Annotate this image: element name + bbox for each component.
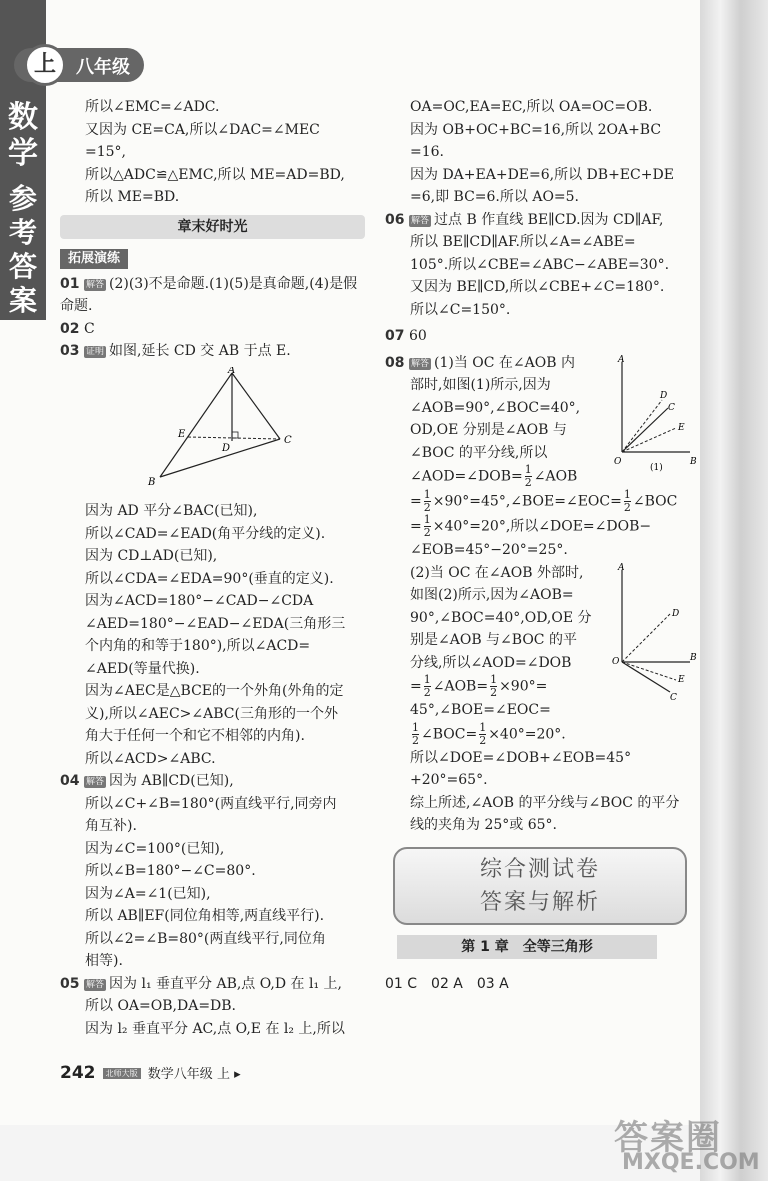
text-line: 所以∠ACD>∠ABC. [85,750,216,767]
grade-text: 八年级 [76,57,130,78]
eq-text: ×90°=45°,∠BOE=∠EOC= [432,493,622,510]
numerator: 1 [524,463,532,476]
text-line: 所以 ME=BD. [85,189,180,205]
question-number: 01 [60,275,80,292]
text-line: 90°,∠BOC=40°,OD,OE 分 [410,609,592,626]
text-line: 所以∠B=180°−∠C=80°. [85,863,256,879]
text-line: (2)当 OC 在∠AOB 外部时, [410,564,584,581]
label-e: E [678,422,685,433]
answer-tag: 解答 [86,279,105,290]
text-line: ∠BOC 的平分线,所以 [410,444,548,461]
fraction [424,514,431,539]
ray-od [622,400,662,452]
text-line: 综上所述,∠AOB 的平分线与∠BOC 的平分 [410,794,680,811]
page-bottom-margin [0,1125,700,1181]
fraction [479,722,486,747]
text-line: ∠AED(等量代换). [85,660,200,677]
q03 [60,340,365,363]
text-line: 过点 B 作直线 BE∥CD.因为 CD∥AF, [434,211,664,228]
numerator: 1 [623,488,631,501]
q08 [385,352,700,837]
text-line: 因为 DA+EA+DE=6,所以 DB+EC+DE [410,166,674,183]
q05-proof [60,995,365,1040]
text-line: 因为 AB∥CD(已知), [109,773,234,789]
question-number: 06 [385,211,405,228]
label-e: E [678,674,685,685]
eq-text: ∠AOB= [432,678,489,695]
ray-od [622,614,670,662]
text-line: 因为 l₂ 垂直平分 AC,点 O,E 在 l₂ 上,所以 [85,1020,345,1037]
right-angle-mark [232,432,238,438]
eq-text: ∠AOB [533,468,578,485]
answer-text: (2)(3)不是命题.(1)(5)是真命题,(4)是假命题. [60,275,358,314]
answer-tag: 解答 [411,358,430,369]
eq-text: ∠BOC= [421,726,478,742]
equation-line: 45°,∠BOE=∠EOC= [410,702,551,718]
text-line: ∠AOB=90°,∠BOC=40°, [410,399,581,416]
right-column [385,96,700,995]
label-c: C [668,402,675,413]
q01 [60,273,365,318]
text-line: 所以∠C=150°. [410,301,511,318]
text-line: 角互补). [85,818,137,834]
equation-line: ∠EOB=45°−20°=25°. [410,542,568,558]
text-line: 因为∠ACD=180°−∠CAD−∠CDA [85,593,314,609]
numerator: 1 [412,720,419,734]
text-line: =6,即 BC=6.所以 AO=5. [410,189,580,205]
numerator: 1 [423,673,431,686]
equation-line [410,514,700,539]
text-line: 因为∠AEC是△BCE的一个外角(外角的定 [85,683,344,699]
text-line: 所以∠C+∠B=180°(两直线平行,同旁内 [85,795,337,812]
banner-line-1: 综合测试卷 [479,856,600,882]
label-o: O [614,456,622,467]
q06-proof [385,231,700,321]
section-header: 章末好时光 [60,215,365,239]
q07 [385,325,700,348]
text-line: ∠AED=180°−∠EAD−∠EDA(三角形三 [85,615,346,632]
segment-bc [160,439,280,477]
q04-proof [60,793,365,973]
answer-tag: 解答 [86,777,105,787]
denominator: 2 [412,733,419,747]
label-o: O [612,656,620,667]
text-line: 所以∠CAD=∠EAD(角平分线的定义). [85,525,326,542]
text-line: 所以 AB∥EF(同位角相等,两直线平行). [85,908,325,924]
subject-label: 数学 [8,100,38,171]
fraction [424,674,431,699]
volume-mark: 上 [216,1067,230,1082]
label-a: A [618,354,625,365]
q05-continued [385,96,700,209]
label-d: D [672,608,680,619]
label-a: A [618,562,625,573]
fraction [525,464,532,489]
page-footer [60,1063,241,1083]
edition-badge: 北师大版 [103,1068,141,1079]
left-column [60,96,365,1040]
equation-line [410,489,700,514]
eq-text: = [410,518,422,535]
label-d: D [222,442,231,454]
ray-oe [622,662,676,680]
watermark-text: 答案圈 [614,1118,722,1158]
equation-line [410,722,700,747]
grade-badge [14,48,144,82]
text-line: 105°.所以∠CBE=∠ABC−∠ABE=30°. [410,256,670,273]
text-line: OD,OE 分别是∠AOB 与 [410,422,567,438]
denominator: 2 [479,733,487,747]
question-number: 07 [385,328,405,344]
numerator: 1 [479,720,487,734]
denominator: 2 [423,686,431,699]
figure-caption: (1) [650,462,663,472]
denominator: 2 [490,686,498,699]
text-line: 因为∠C=100°(已知), [85,840,225,857]
question-number: 02 [60,320,80,337]
fraction [424,489,431,514]
question-number: 08 [385,354,405,371]
eq-text: ∠AOD=∠DOB= [410,468,523,485]
text-line: OA=OC,EA=EC,所以 OA=OC=OB. [410,99,653,115]
fraction [624,489,631,514]
question-number: 04 [60,773,80,789]
fraction [412,722,419,747]
label-a: A [228,366,236,376]
grade-volume-char: 上 [24,44,66,86]
text-line: 又因为 CE=CA,所以∠DAC=∠MEC [85,121,320,138]
label-b: B [148,476,156,487]
answer-text: 如图,延长 CD 交 AB 于点 E. [109,343,291,359]
q05 [60,973,365,996]
text-line: 相等). [85,953,123,969]
denominator: 2 [423,526,431,539]
text-line: 所以 BE∥CD∥AF.所以∠A=∠ABE= [410,234,636,250]
numerator: 1 [490,673,498,686]
watermark-url: MXQE.COM [622,1150,760,1175]
subsection-label: 拓展演练 [60,249,128,269]
q03-proof [60,500,365,770]
denominator: 2 [524,476,532,489]
question-number: 05 [60,975,80,992]
answer-text: 60 [409,328,427,344]
text-line: 所以∠EMC=∠ADC. [85,99,220,115]
text-line: 义),所以∠AEC>∠ABC(三角形的一个外 [85,705,338,722]
label-b: B [690,456,697,467]
ray-oc [622,662,670,692]
text-line: 因为∠A=∠1(已知), [85,885,211,902]
text-line: 线的夹角为 25°或 65°. [410,817,557,833]
text-line: =16. [410,144,444,160]
test-answers-banner [393,847,687,925]
chapter-header: 第 1 章 全等三角形 [397,935,657,959]
answer-tag: 证明 [86,347,105,357]
text-line: 角大于任何一个和它不相邻的内角). [85,728,305,744]
answers-label: 参考答案 [8,182,37,317]
numerator: 1 [423,513,431,526]
angle-figure-2 [610,562,700,702]
question-number: 03 [60,343,80,359]
q06 [385,209,700,232]
text-line: 所以△ADC≌△EMC,所以 ME=AD=BD, [85,166,345,183]
text-line: 分线,所以∠AOD=∠DOB [410,654,572,671]
ray-oc [622,408,668,452]
label-b: B [690,652,697,663]
segment-ab [160,373,232,477]
text-line: 所以∠CDA=∠EDA=90°(垂直的定义). [85,570,334,587]
eq-text: = [410,493,422,510]
text-line: 因为 OB+OC+BC=16,所以 2OA+BC [410,121,662,138]
text-line: 个内角的和等于180°),所以∠ACD= [85,638,311,654]
fraction [490,674,497,699]
eq-text: ×40°=20°. [488,726,566,742]
numerator: 1 [423,488,431,501]
text-line: 部时,如图(1)所示,因为 [410,377,551,393]
answer-tag: 解答 [86,979,105,990]
text-line: 因为 AD 平分∠BAC(已知), [85,503,258,519]
eq-text: ×40°=20°,所以∠DOE=∠DOB− [432,518,652,535]
label-c: C [284,434,292,446]
banner-line-2: 答案与解析 [479,889,600,915]
text-line: 所以 OA=OB,DA=DB. [85,998,237,1014]
label-e: E [178,428,186,440]
q04 [60,770,365,793]
text-line: 别是∠AOB 与∠BOC 的平 [410,632,577,648]
eq-text: = [410,678,422,695]
label-d: D [660,390,668,401]
text-line: 如图(2)所示,因为∠AOB= [410,587,574,603]
text-line: 所以∠2=∠B=80°(两直线平行,同位角 [85,930,326,947]
denominator: 2 [623,501,631,514]
angle-figure-1 [610,352,700,472]
ray-oe [622,428,676,452]
text-line: 因为 l₁ 垂直平分 AB,点 O,D 在 l₁ 上, [109,975,342,992]
chapter-answers: 01 C 02 A 03 A [385,975,509,992]
label-c: C [670,692,677,702]
arrow-icon: ▸ [234,1067,241,1082]
text-line: 又因为 BE∥CD,所以∠CBE+∠C=180°. [410,279,665,295]
text-line: 所以∠DOE=∠DOB+∠EOB=45°+20°=65°. [410,749,632,788]
book-title: 数学八年级 [147,1067,213,1082]
eq-text: ×90°= [499,678,548,695]
text-line: 因为 CD⊥AD(已知), [85,548,218,564]
segment-ac [232,373,280,439]
answer-text: C [84,320,95,337]
answer-tag: 解答 [411,215,430,226]
q02 [60,318,365,341]
text-line: =15°, [85,144,126,160]
text-line: (1)当 OC 在∠AOB 内 [434,354,575,371]
continued-proof [60,96,365,209]
eq-text: ∠BOC [632,493,678,510]
page-number: 242 [60,1063,96,1083]
triangle-figure [140,367,300,487]
denominator: 2 [423,501,431,514]
book-gutter [700,0,768,1181]
